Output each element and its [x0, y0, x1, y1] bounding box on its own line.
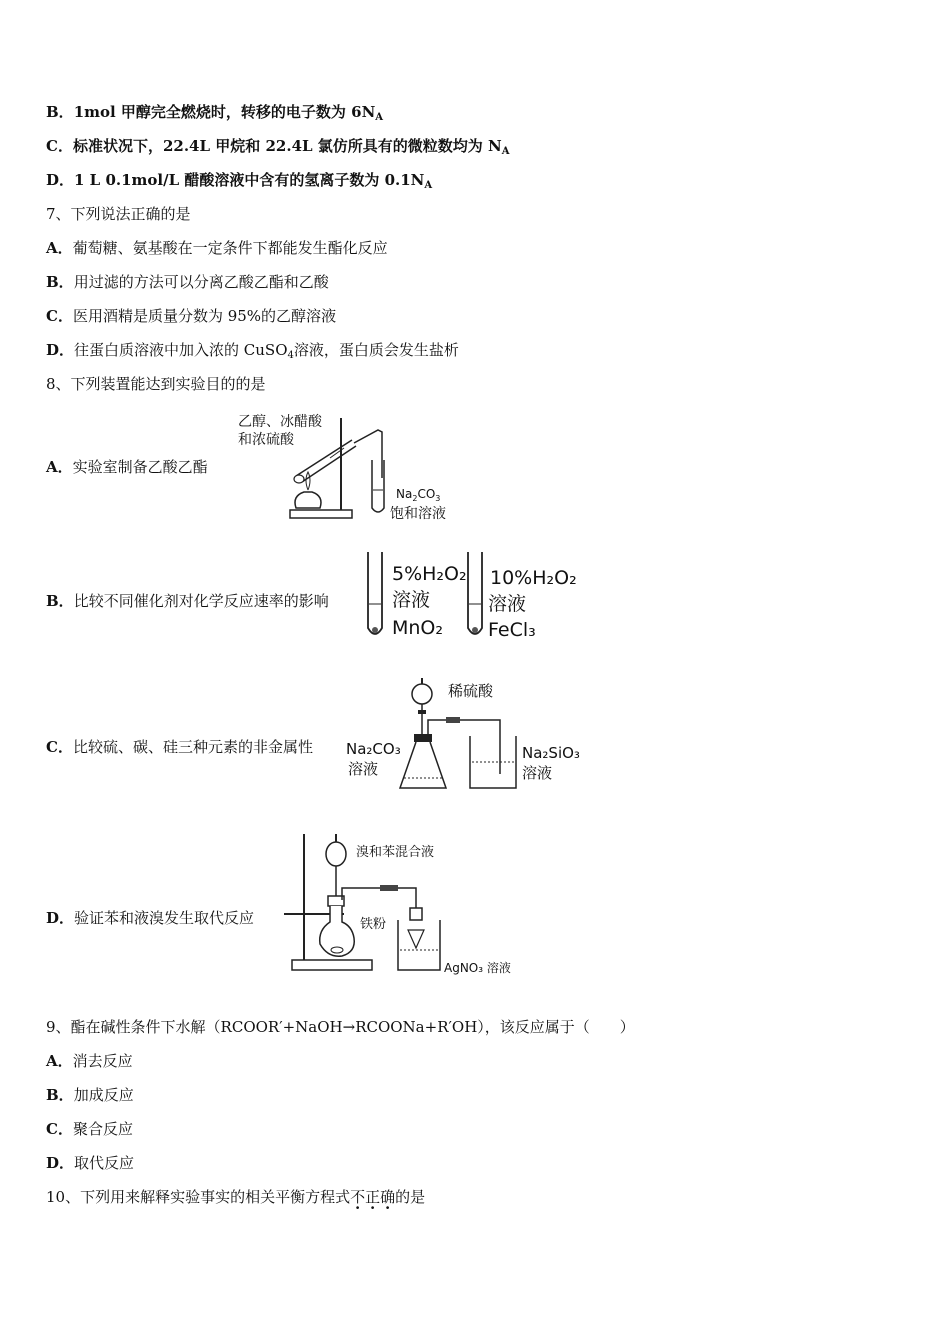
- q9-option-d: [46, 1153, 134, 1173]
- option-letter: B．: [46, 273, 74, 291]
- tube1-catalyst: MnO₂: [392, 617, 444, 639]
- beaker-reagent: Na₂SiO₃: [522, 744, 580, 762]
- fig-label-reagents-2: 和浓硫酸: [238, 432, 294, 448]
- option-letter: A．: [46, 239, 73, 257]
- q7-option-d: [46, 340, 459, 366]
- option-letter: D．: [46, 341, 75, 359]
- option-text: 比较硫、碳、硅三种元素的非金属性: [72, 738, 313, 756]
- beaker-label: AgNO₃ 溶液: [444, 961, 511, 975]
- q9-option-c: [46, 1119, 133, 1139]
- option-letter: B．: [46, 103, 74, 121]
- stem-text-tail: 的是: [395, 1188, 426, 1206]
- tube1-solution: 溶液: [392, 589, 431, 611]
- q6-option-d: [46, 170, 432, 196]
- q7-option-a: [46, 238, 388, 258]
- option-text: 用过滤的方法可以分离乙酸乙酯和乙酸: [73, 273, 329, 291]
- option-letter: C．: [46, 738, 73, 756]
- option-letter: A．: [46, 1052, 73, 1070]
- tube2-concentration: 10%H₂O₂: [490, 567, 577, 589]
- subscript: A: [501, 146, 510, 157]
- q8-option-b: [46, 591, 329, 611]
- flask-solution: 溶液: [348, 760, 379, 778]
- iron-label: 铁粉: [360, 917, 387, 932]
- option-text: 医用酒精是质量分数为 95%的乙醇溶液: [72, 307, 337, 325]
- q10-stem: [46, 1187, 425, 1207]
- subscript: 4: [287, 350, 294, 361]
- option-text-tail: 溶液，蛋白质会发生盐析: [293, 341, 459, 359]
- option-text: 实验室制备乙酸乙酯: [72, 458, 208, 476]
- option-text: 1 L 0.1mol/L 醋酸溶液中含有的氢离子数为 0.1N: [74, 171, 425, 189]
- q8-option-c: [46, 737, 313, 757]
- option-text: 葡萄糖、氨基酸在一定条件下都能发生酯化反应: [72, 239, 388, 257]
- option-letter: B．: [46, 592, 74, 610]
- tube2-catalyst: FeCl₃: [488, 619, 536, 641]
- option-text: 1mol 甲醇完全燃烧时，转移的电子数为 6N: [73, 103, 376, 121]
- option-letter: D．: [46, 171, 75, 189]
- q7-stem: 7、下列说法正确的是: [46, 205, 191, 223]
- tube2-solution: 溶液: [488, 593, 527, 615]
- q9-option-a: [46, 1051, 133, 1071]
- q8-option-a: [46, 457, 208, 477]
- option-text: 比较不同催化剂对化学反应速率的影响: [73, 592, 329, 610]
- fig-label-saturated: 饱和溶液: [390, 506, 446, 522]
- catalyst-tubes-figure: [364, 552, 577, 648]
- beaker-solution: 溶液: [522, 764, 553, 782]
- option-letter: A．: [46, 458, 73, 476]
- option-letter: D．: [46, 909, 75, 927]
- emphasis-char: 不: [350, 1188, 366, 1206]
- option-letter: D．: [46, 1154, 75, 1172]
- acid-label: 稀硫酸: [448, 682, 494, 700]
- bromination-figure: [284, 830, 520, 984]
- q8-option-d: [46, 908, 254, 928]
- stem-text: 10、下列用来解释实验事实的相关平衡方程式: [46, 1188, 351, 1206]
- option-text: 标准状况下，22.4L 甲烷和 22.4L 氯仿所具有的微粒数均为 N: [72, 137, 502, 155]
- q6-option-b: [46, 102, 383, 128]
- option-text: 往蛋白质溶液中加入浓的 CuSO: [74, 341, 288, 359]
- option-text: 消去反应: [72, 1052, 133, 1070]
- option-text: 取代反应: [74, 1154, 135, 1172]
- option-text: 验证苯和液溴发生取代反应: [74, 909, 255, 927]
- tube1-concentration: 5%H₂O₂: [392, 563, 467, 585]
- q6-option-c: [46, 136, 509, 162]
- q8-stem: 8、下列装置能达到实验目的的是: [46, 375, 266, 393]
- fig-label-reagents: 乙醇、冰醋酸: [238, 414, 322, 430]
- flask-reagent: Na₂CO₃: [346, 740, 401, 758]
- subscript: A: [375, 112, 384, 123]
- acid-strength-figure: [346, 674, 586, 798]
- ester-apparatus-figure: [232, 408, 472, 530]
- q9-option-b: [46, 1085, 134, 1105]
- option-letter: C．: [46, 1120, 73, 1138]
- funnel-label: 溴和苯混合液: [356, 845, 435, 860]
- q9-stem: 9、酯在碱性条件下水解（RCOOR′+NaOH→RCOONa+R′OH），该反应属于（ ）: [46, 1018, 635, 1036]
- option-text: 聚合反应: [72, 1120, 133, 1138]
- option-letter: C．: [46, 137, 73, 155]
- option-text: 加成反应: [73, 1086, 134, 1104]
- option-letter: B．: [46, 1086, 74, 1104]
- q7-option-c: [46, 306, 336, 326]
- emphasis-char: 确: [380, 1188, 396, 1206]
- q7-option-b: [46, 272, 329, 292]
- option-letter: C．: [46, 307, 73, 325]
- fig-label-na2co3: $Na_2CO_3$: [396, 487, 441, 503]
- emphasis-char: 正: [365, 1188, 381, 1206]
- subscript: A: [424, 180, 433, 191]
